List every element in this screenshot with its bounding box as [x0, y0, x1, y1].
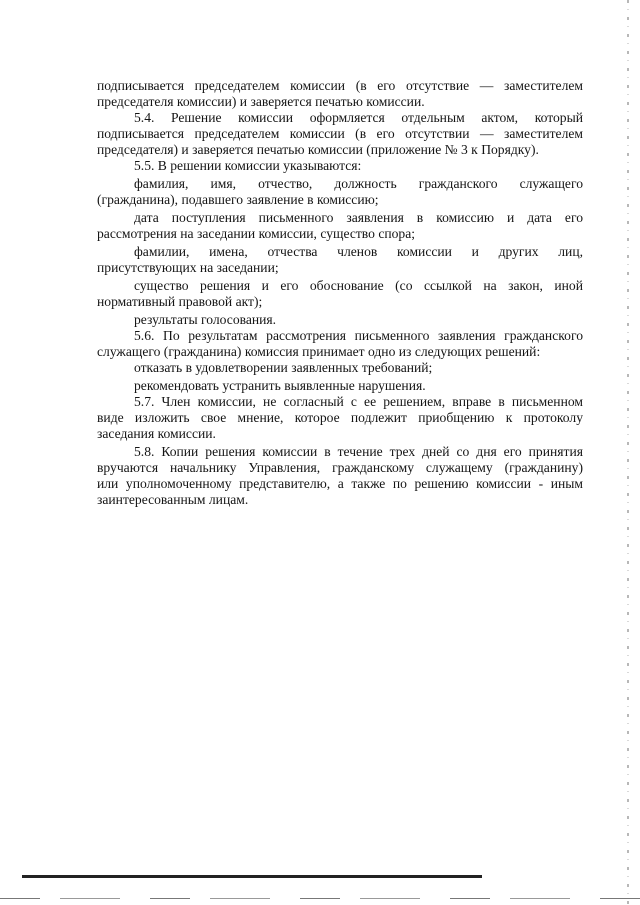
- scan-edge-artifact: [627, 0, 629, 905]
- paragraph-5-4: 5.4. Решение комиссии оформляется отдельным актом, который: [134, 110, 583, 125]
- text-line: заседания комиссии.: [97, 426, 216, 441]
- paragraph-5-6: 5.6. По результатам рассмотрения письменного заявления гражданского: [134, 328, 583, 343]
- text-line: председателя) и заверяется печатью комиссии (приложение № 3 к Порядку).: [97, 142, 539, 157]
- text-line: вручаются начальнику Управления, гражданскому служащему (гражданину): [97, 460, 583, 475]
- list-item: дата поступления письменного заявления в комиссию и дата его: [134, 210, 583, 225]
- text-line: служащего (гражданина) комиссия принимает одно из следующих решений:: [97, 344, 541, 359]
- list-item: фамилии, имена, отчества членов комиссии и других лиц,: [134, 244, 583, 259]
- text-line: подписывается председателем комиссии (в его отсутствии — заместителем: [97, 126, 583, 141]
- text-line: председателя комиссии) и заверяется печатью комиссии.: [97, 94, 425, 109]
- list-item: фамилия, имя, отчество, должность гражданского служащего: [134, 176, 583, 191]
- text-line: рассмотрения на заседании комиссии, существо спора;: [97, 226, 416, 241]
- text-line: или уполномоченному представителю, а также по решению комиссии - иным: [97, 476, 583, 491]
- paragraph-5-5: 5.5. В решении комиссии указываются:: [134, 158, 362, 173]
- list-item: отказать в удовлетворении заявленных требований;: [134, 360, 433, 375]
- text-line: заинтересованным лицам.: [97, 492, 249, 507]
- list-item: результаты голосования.: [134, 312, 277, 327]
- paragraph-5-8: 5.8. Копии решения комиссии в течение трех дней со дня его принятия: [134, 444, 583, 459]
- footer-rule: [22, 875, 482, 878]
- list-item: рекомендовать устранить выявленные нарушения.: [134, 378, 426, 393]
- text-line: нормативный правовой акт);: [97, 294, 263, 309]
- list-item: существо решения и его обоснование (со ссылкой на закон, иной: [134, 278, 583, 293]
- text-line: (гражданина), подавшего заявление в комиссию;: [97, 192, 379, 207]
- text-line: подписывается председателем комиссии (в его отсутствие — заместителем: [97, 78, 583, 93]
- scan-bottom-artifact: [0, 898, 640, 899]
- text-line: присутствующих на заседании;: [97, 260, 279, 275]
- text-line: виде изложить свое мнение, которое подлежит приобщению к протоколу: [97, 410, 583, 425]
- paragraph-5-7: 5.7. Член комиссии, не согласный с ее решением, вправе в письменном: [134, 394, 583, 409]
